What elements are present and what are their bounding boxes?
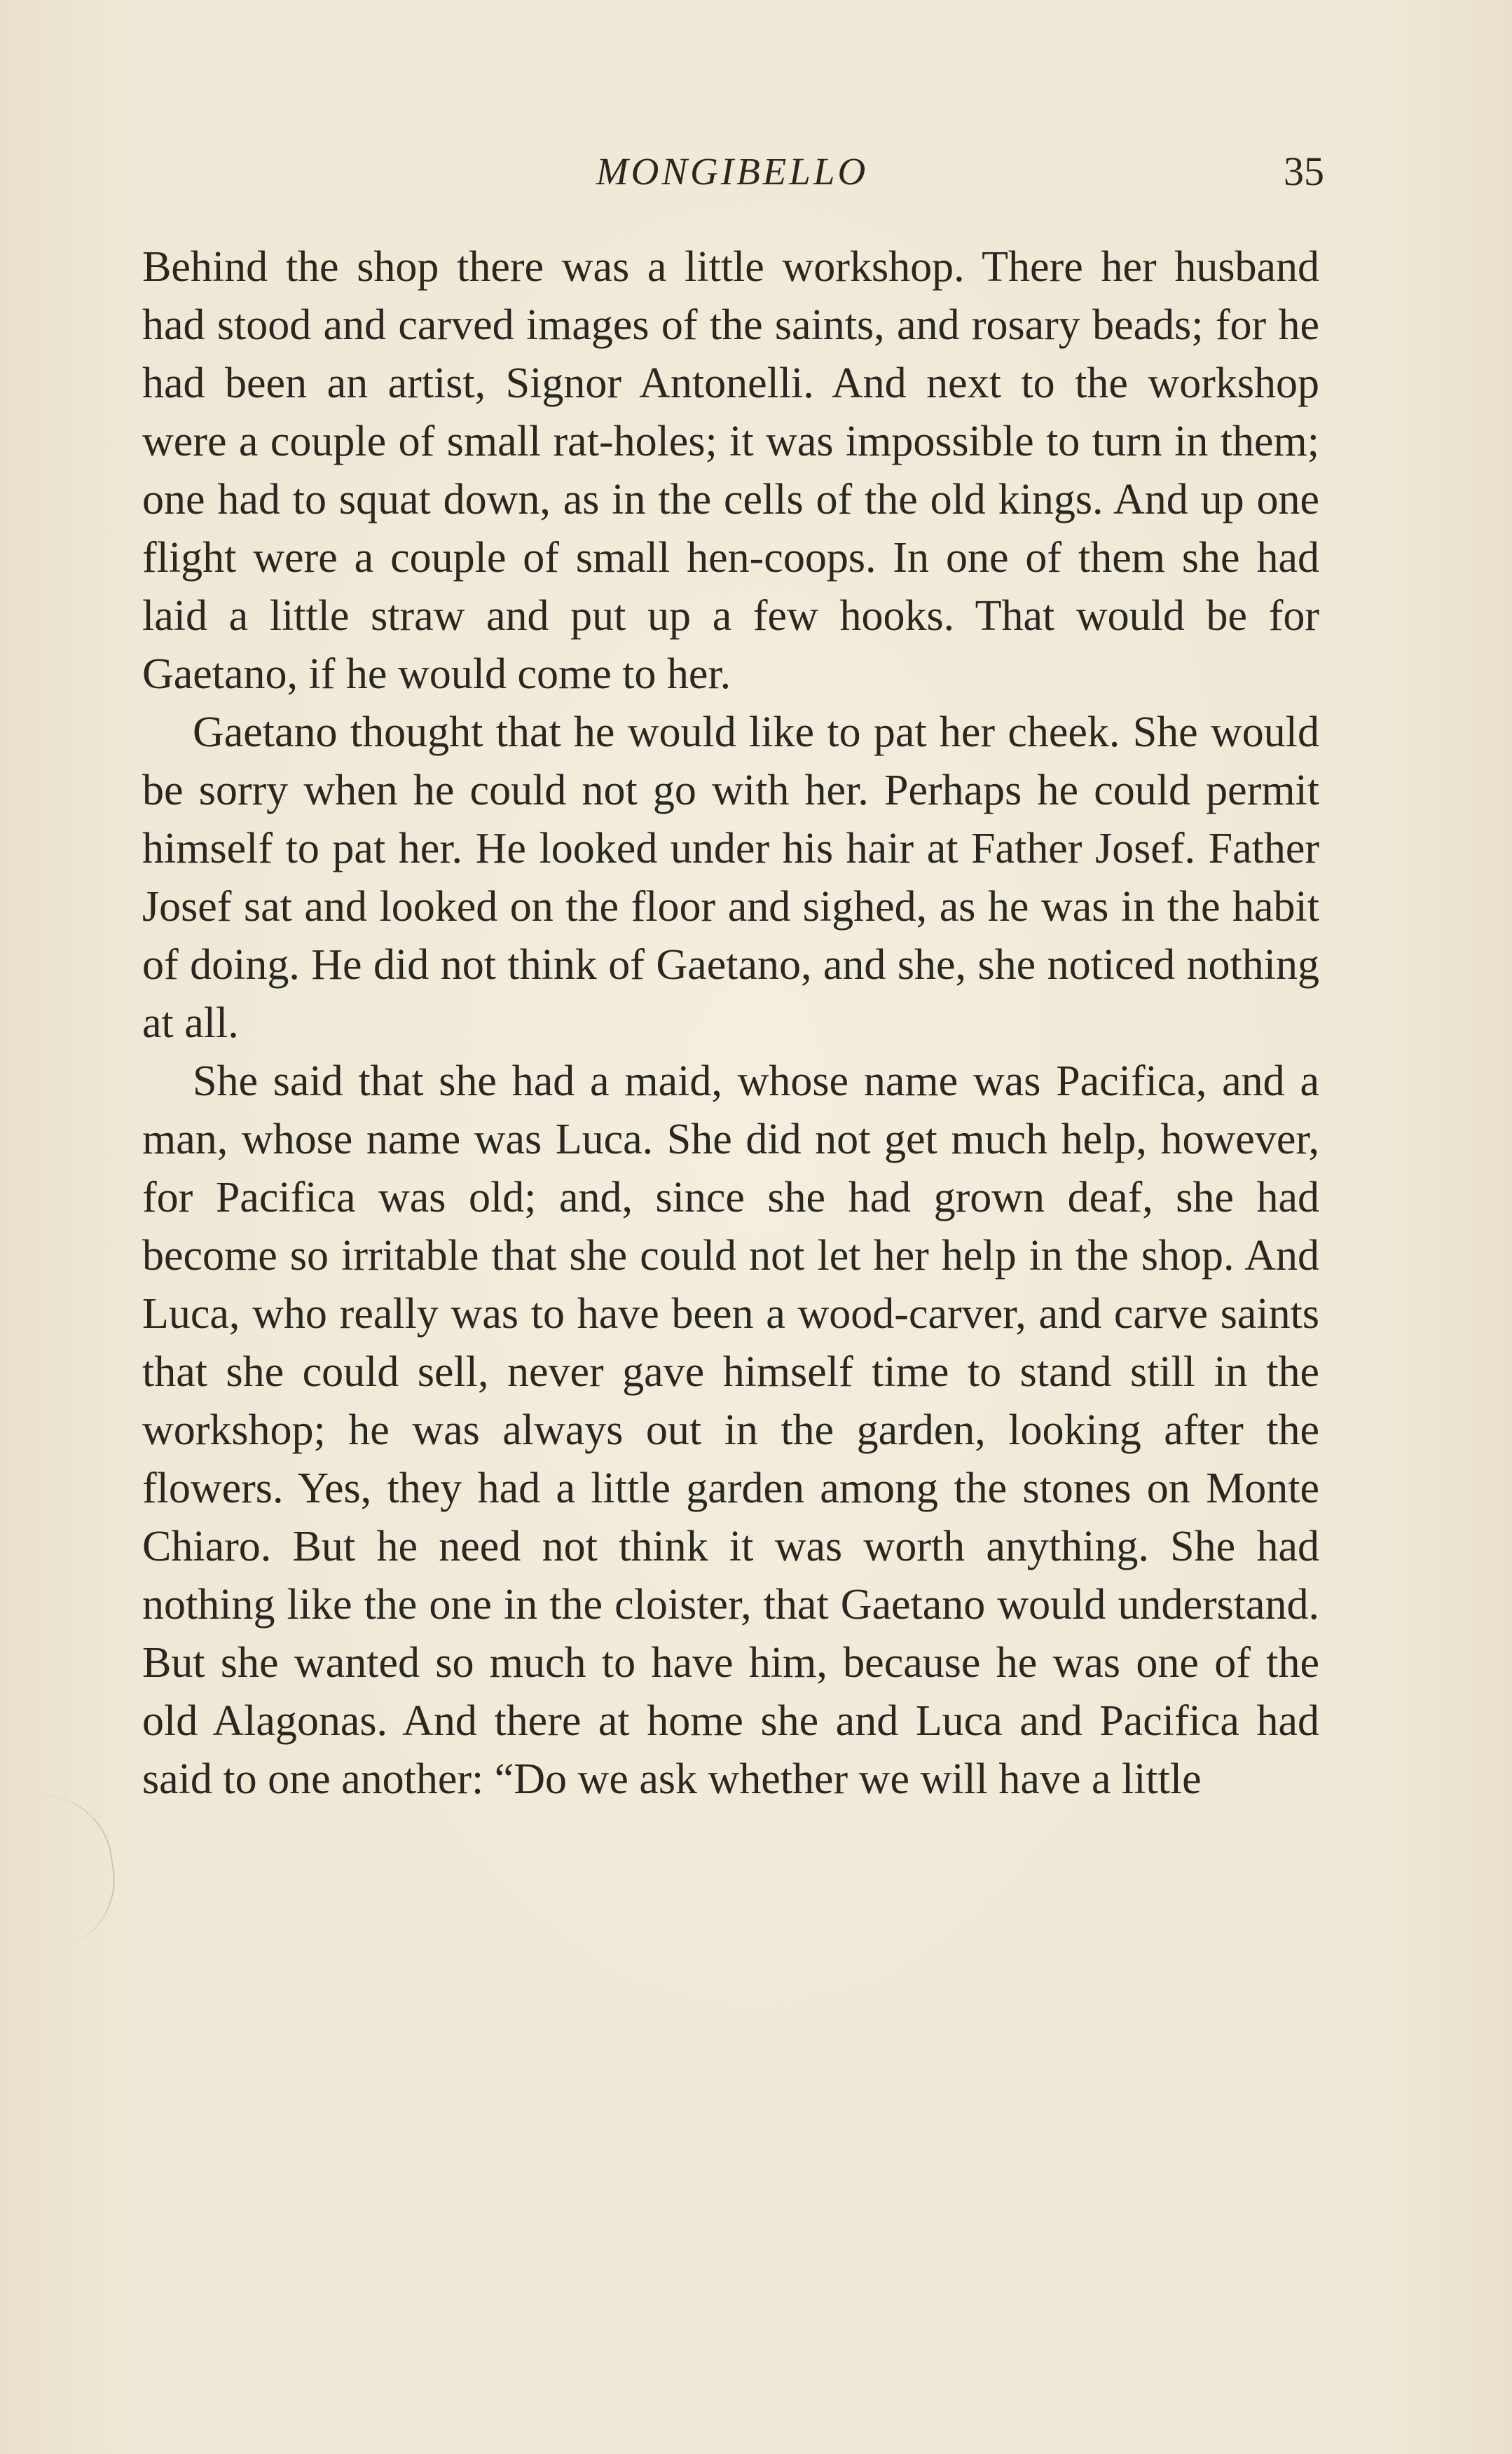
page-number: 35 [1284,149,1324,194]
chapter-title: MONGIBELLO [596,150,869,193]
paragraph: She said that she had a maid, whose name was Pacifica, and a man, whose name was Luca. She did not get much help, however, for Pacifica was old; and, since she had grown deaf, she had become so irritable that she could not let her help in the shop. And Luca, who really was to have been a wood-carver, and carve saints that she could sell, never gave himself time to stand still in the workshop; he was always out in the garden, looking after the flowers. Yes, they had a little garden among the stones on Monte Chiaro. But he need not think it was worth anything. She had nothing like the one in the cloister, that Gaetano would understand. But she wanted so much to have him, because he was one of the old Alagonas. And there at home she and Luca and Pacifica had said to one another: “Do we ask whether we will have a little [142,1057,1319,1803]
body-text [142,238,1319,1809]
paragraph: Gaetano thought that he would like to pat her cheek. She would be sorry when he could not go with her. Perhaps he could permit himself to pat her. He looked under his hair at Father Josef. Father Josef sat and looked on the floor and sighed, as he was in the habit of doing. He did not think of Gaetano, and she, she noticed nothing at all. [142,708,1319,1047]
page-blemish [0,1787,124,1955]
paragraph: Behind the shop there was a little workshop. There her husband had stood and carved images of the saints, and rosary beads; for he had been an artist, Signor Antonelli. And next to the workshop were a couple of small rat-holes; it was impossible to turn in them; one had to squat down, as in the cells of the old kings. And up one flight were a couple of small hen-coops. In one of them she had laid a little straw and put up a few hooks. That would be for Gaetano, if he would come to her. [142,243,1319,698]
running-head [140,144,1324,200]
